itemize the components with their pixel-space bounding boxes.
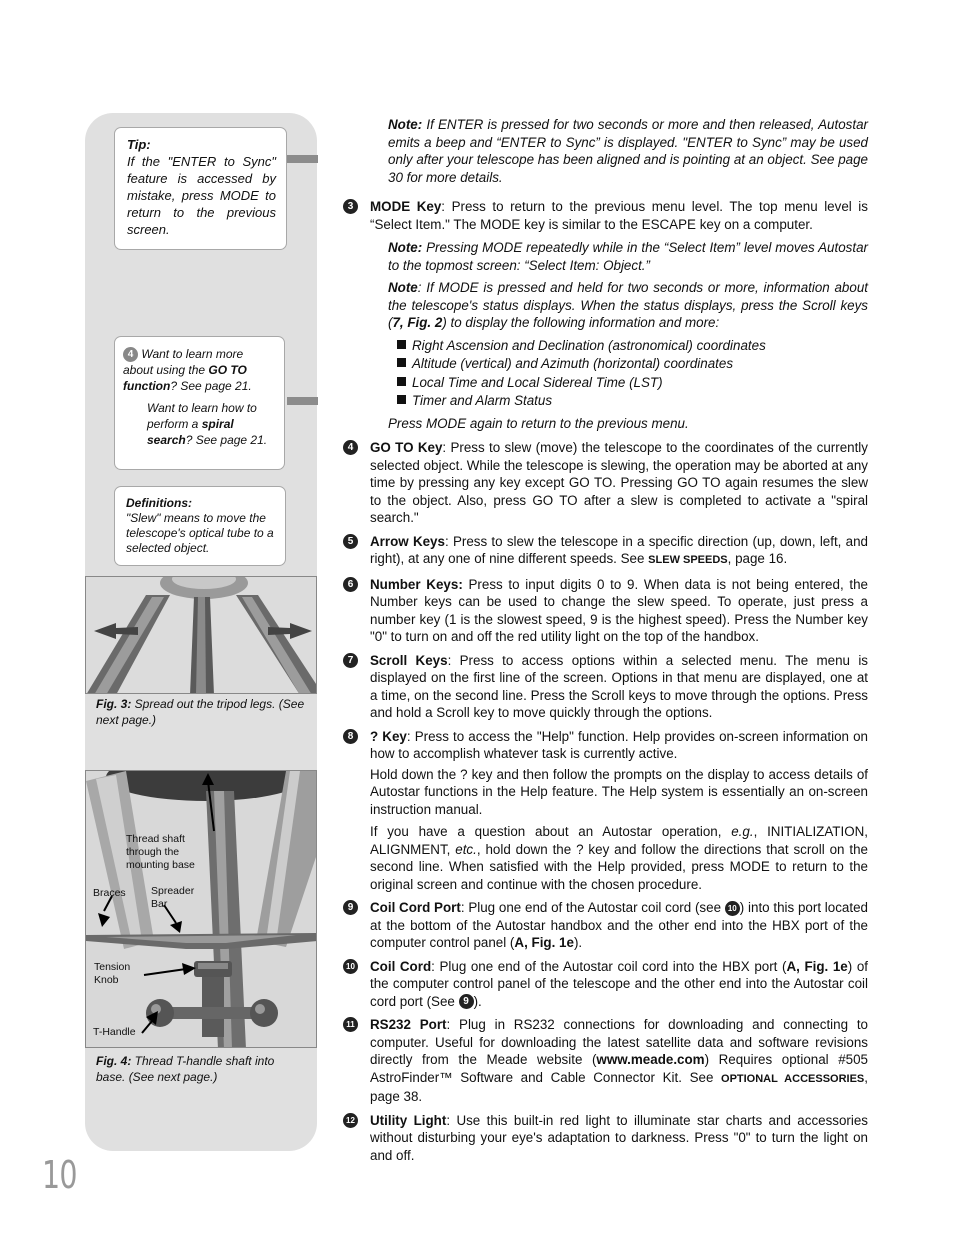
help-para-2: If you have a question about an Autostar operation, e.g., INITIALIZATION, ALIGNMENT, etc., hold down the ? key and follow the directions that scroll on the second line. When satisfied with the Help provided, press MODE to return to the original screen and continue with the chosen procedure. (370, 824, 869, 892)
tip-box (114, 127, 287, 250)
marker-4-icon: 4 (123, 347, 138, 362)
fig3-photo (85, 576, 317, 694)
item-number-keys: 6 Number Keys: Press to input digits 0 to 9. When data is not being entered, the Number keys can be used to change the slew speed. To operate, just press a number key (1 is the slowest speed, 9 is the highest speed). Press the Number key "0" to turn on and off the red utility light on the top of the handbox. (340, 576, 868, 646)
fig4-caption: Fig. 4: Thread T-handle shaft into base. (See next page.) (96, 1054, 275, 1084)
help-para-1: Hold down the ? key and then follow the prompts on the display to access details of Autostar functions in the Help feature. The Help system is essentially an on-screen instruction manual. (370, 766, 868, 817)
definitions-text: "Slew" means to move the telescope's optical tube to a selected object. (126, 511, 274, 555)
number-9-ref-icon: 9 (459, 994, 474, 1009)
fig3-caption: Fig. 3: Spread out the tripod legs. (See next page.) (96, 697, 305, 727)
number-11-icon: 11 (343, 1017, 358, 1032)
definitions-title: Definitions: (126, 496, 192, 510)
mode-note-2: Note: If MODE is pressed and held for two seconds or more, information about the telescope's status displays. When the status displays, press the Scroll keys (7, Fig. 2) to display the following information and more: (388, 280, 868, 330)
number-4-icon: 4 (343, 440, 358, 455)
number-12-icon: 12 (343, 1113, 358, 1128)
list-item: Right Ascension and Declination (astronomical) coordinates (397, 337, 868, 355)
list-item: Local Time and Local Sidereal Time (LST) (397, 374, 868, 392)
fig4-label-braces: Braces (93, 887, 126, 899)
number-9-icon: 9 (343, 900, 358, 915)
bullet-square-icon (397, 340, 406, 349)
note-enter-sync: Note: If ENTER is pressed for two seconds or more and then released, Autostar emits a beep and “ENTER to Sync” is displayed. "ENTER to Sync” may be used only after your telescope has been aligned and is pointing at an object. See page 30 for more details. (388, 117, 868, 185)
bullet-square-icon (397, 395, 406, 404)
fig4-label-tension: Tension Knob (94, 961, 131, 986)
bullet-square-icon (397, 358, 406, 367)
number-5-icon: 5 (343, 534, 358, 549)
mode-status-list (340, 337, 868, 410)
number-8-icon: 8 (343, 729, 358, 744)
sidebar-tab-marker (287, 397, 318, 405)
learn-more-spiral: Want to learn how to perform a spiral search? See page 21. (147, 401, 268, 448)
list-item: Timer and Alarm Status (397, 392, 868, 410)
fig4-label-thandle: T-Handle (93, 1026, 136, 1038)
number-10-icon: 10 (343, 959, 358, 974)
list-item: Altitude (vertical) and Azimuth (horizontal) coordinates (397, 355, 868, 373)
learn-more-box (114, 336, 285, 470)
item-coil-cord-port: 9 Coil Cord Port: Plug one end of the Autostar coil cord (see 10 ) into this port located at the bottom of the Autostar handbox and the other end into the HBX port of the computer control panel (A, Fig. 1e). (340, 899, 868, 952)
fig4-label-thread: Thread shaft through the mounting base (126, 833, 195, 871)
bullet-square-icon (397, 377, 406, 386)
item-arrow-keys: 5 Arrow Keys: Press to slew the telescope in a specific direction (up, down, left, and right), at any one of nine different speeds. See SLEW SPEEDS, page 16. (340, 533, 868, 570)
learn-more-goto: 4 Want to learn more about using the GO TO function? See page 21. (123, 347, 252, 394)
mode-press-again: Press MODE again to return to the previous menu. (388, 415, 689, 431)
definitions-box (114, 486, 286, 566)
page-number: 10 (42, 1153, 77, 1197)
number-6-icon: 6 (343, 577, 358, 592)
item-utility-light: 12 Utility Light: Use this built-in red light to illuminate star charts and accessories without disturbing your eye's adaptation to darkness. Press "0" to turn the light on and off. (340, 1112, 868, 1165)
tip-title: Tip: (127, 137, 151, 152)
tripod-legs-image (86, 577, 317, 694)
sidebar-tab-marker (287, 155, 318, 163)
item-help-key: 8 ? Key: Press to access the "Help" function. Help provides on-screen information on how to accomplish whatever task is currently active. (340, 728, 868, 763)
fig4-label-spreader: Spreader Bar (151, 885, 195, 910)
item-goto-key: 4 GO TO Key: Press to slew (move) the telescope to the coordinates of the currently selected object. While the telescope is slewing, the operation may be aborted at any time by pressing any key except GO TO. Pressing GO TO again resumes the slew to the object. Also, press GO TO after a slew is completed to activate a "spiral search." (340, 439, 868, 527)
number-3-icon: 3 (343, 199, 358, 214)
item-mode-key: 3 MODE Key: Press to return to the previous menu level. The top menu level is “Select Item." The MODE key is similar to the ESCAPE key on a computer. (340, 198, 868, 233)
tip-text: If the "ENTER to Sync" feature is accessed by mistake, press MODE to return to the previous screen. (127, 154, 276, 237)
item-rs232-port: 11 RS232 Port: Plug in RS232 connections for downloading and connecting to computer. Useful for downloading the latest satellite data and software revisions directly from the Meade website (www.meade.com) Requires optional #505 AstroFinder™ Software and Cable Connector Kit. See OPTIONAL ACCESSORIES, page 38. (340, 1016, 868, 1106)
number-7-icon: 7 (343, 653, 358, 668)
mode-note-1: Note: Pressing MODE repeatedly while in the “Select Item” level moves Autostar to the topmost screen: “Select Item: Object.” (388, 240, 868, 273)
item-scroll-keys: 7 Scroll Keys: Press to access options within a selected menu. The menu is displayed on the first line of the screen. Options in that menu are displayed, one at a time, on the second line. Press the Scroll keys to move through the options. Press and hold a Scroll key to move quickly through the options. (340, 652, 868, 722)
main-column (340, 116, 868, 1170)
number-10-ref-icon: 10 (725, 901, 740, 916)
item-coil-cord: 10 Coil Cord: Plug one end of the Autostar coil cord into the HBX port (A, Fig. 1e) of the computer control panel of the telescope and the other end into the Autostar coil cord port (See 9 ). (340, 958, 868, 1011)
